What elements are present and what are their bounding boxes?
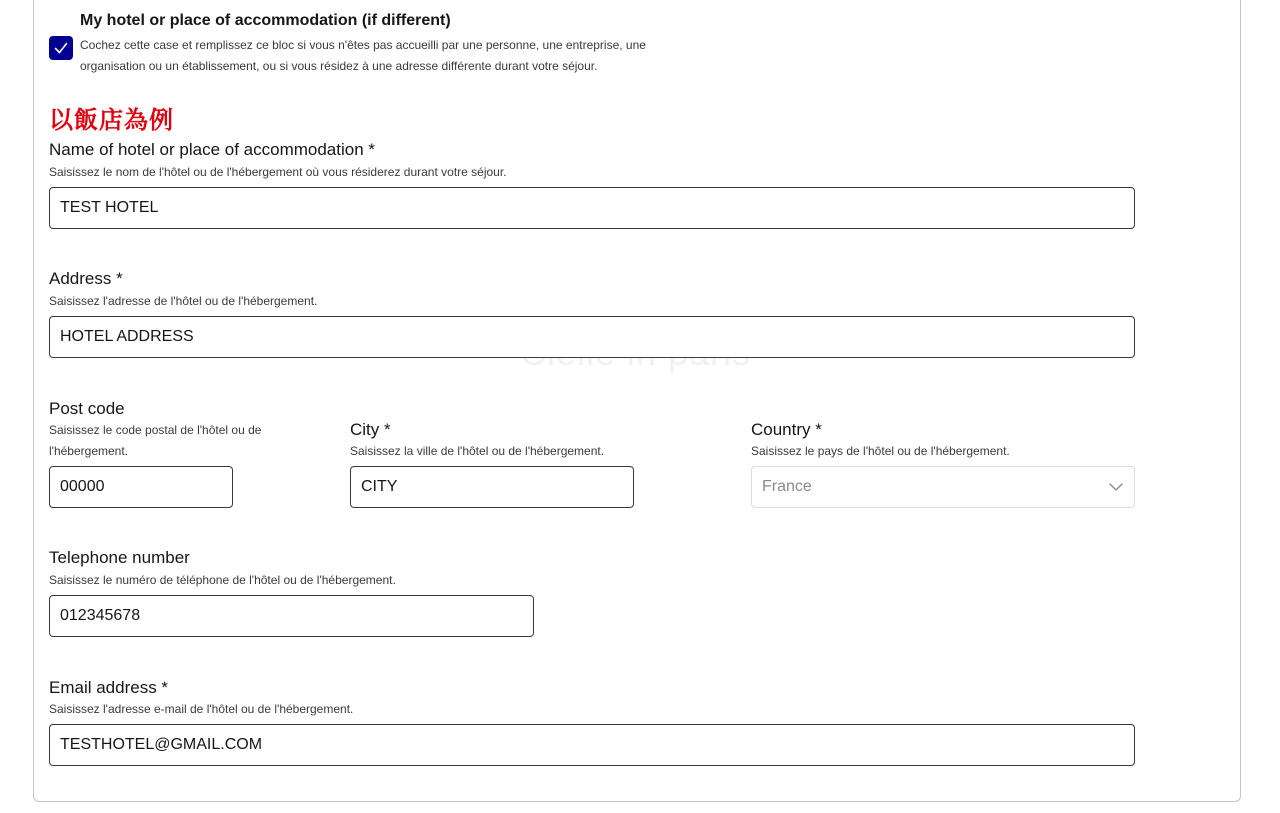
email-input[interactable]: [49, 724, 1135, 766]
telephone-label: Telephone number: [49, 548, 190, 567]
post-code-input[interactable]: [49, 466, 233, 508]
email-label: Email address *: [49, 678, 169, 697]
country-value: France: [762, 478, 812, 495]
hotel-name-value: TEST HOTEL: [60, 199, 159, 216]
accommodation-checkbox-label[interactable]: My hotel or place of accommodation (if different): [80, 12, 451, 29]
chevron-down-icon: [1108, 479, 1124, 495]
hotel-name-label: Name of hotel or place of accommodation *: [49, 140, 376, 159]
city-label: City *: [350, 420, 391, 439]
address-value: HOTEL ADDRESS: [60, 328, 194, 345]
accommodation-checkbox[interactable]: [49, 36, 73, 60]
email-value: TESTHOTEL@GMAIL.COM: [60, 736, 263, 753]
city-hint: Saisissez la ville de l'hôtel ou de l'hébergement.: [350, 444, 605, 458]
post-code-value: 00000: [60, 478, 105, 495]
telephone-value: 012345678: [60, 607, 141, 624]
email-hint: Saisissez l'adresse e-mail de l'hôtel ou de l'hébergement.: [49, 702, 354, 716]
country-hint: Saisissez le pays de l'hôtel ou de l'hébergement.: [751, 444, 1010, 458]
post-code-label: Post code: [49, 399, 125, 418]
annotation-note: 以飯店為例: [49, 107, 174, 134]
checkmark-icon: [53, 40, 69, 56]
form-panel: [33, 0, 1241, 802]
city-value: CITY: [361, 478, 398, 495]
hotel-name-input[interactable]: [49, 187, 1135, 229]
address-input[interactable]: [49, 316, 1135, 358]
country-select[interactable]: [751, 466, 1135, 508]
country-label: Country *: [751, 420, 822, 439]
telephone-hint: Saisissez le numéro de téléphone de l'hôtel ou de l'hébergement.: [49, 573, 396, 587]
telephone-input[interactable]: [49, 595, 534, 637]
address-hint: Saisissez l'adresse de l'hôtel ou de l'hébergement.: [49, 294, 318, 308]
post-code-hint: Saisissez le code postal de l'hôtel ou de l'hébergement.: [49, 423, 262, 458]
address-label: Address *: [49, 269, 123, 288]
accommodation-checkbox-description: Cochez cette case et remplissez ce bloc si vous n'êtes pas accueilli par une personne, une entreprise, une organisation ou un établissement, ou si vous résidez à une adresse différente durant votre séjour.: [80, 38, 646, 73]
city-input[interactable]: [350, 466, 634, 508]
hotel-name-hint: Saisissez le nom de l'hôtel ou de l'hébergement où vous résiderez durant votre séjour.: [49, 165, 507, 179]
